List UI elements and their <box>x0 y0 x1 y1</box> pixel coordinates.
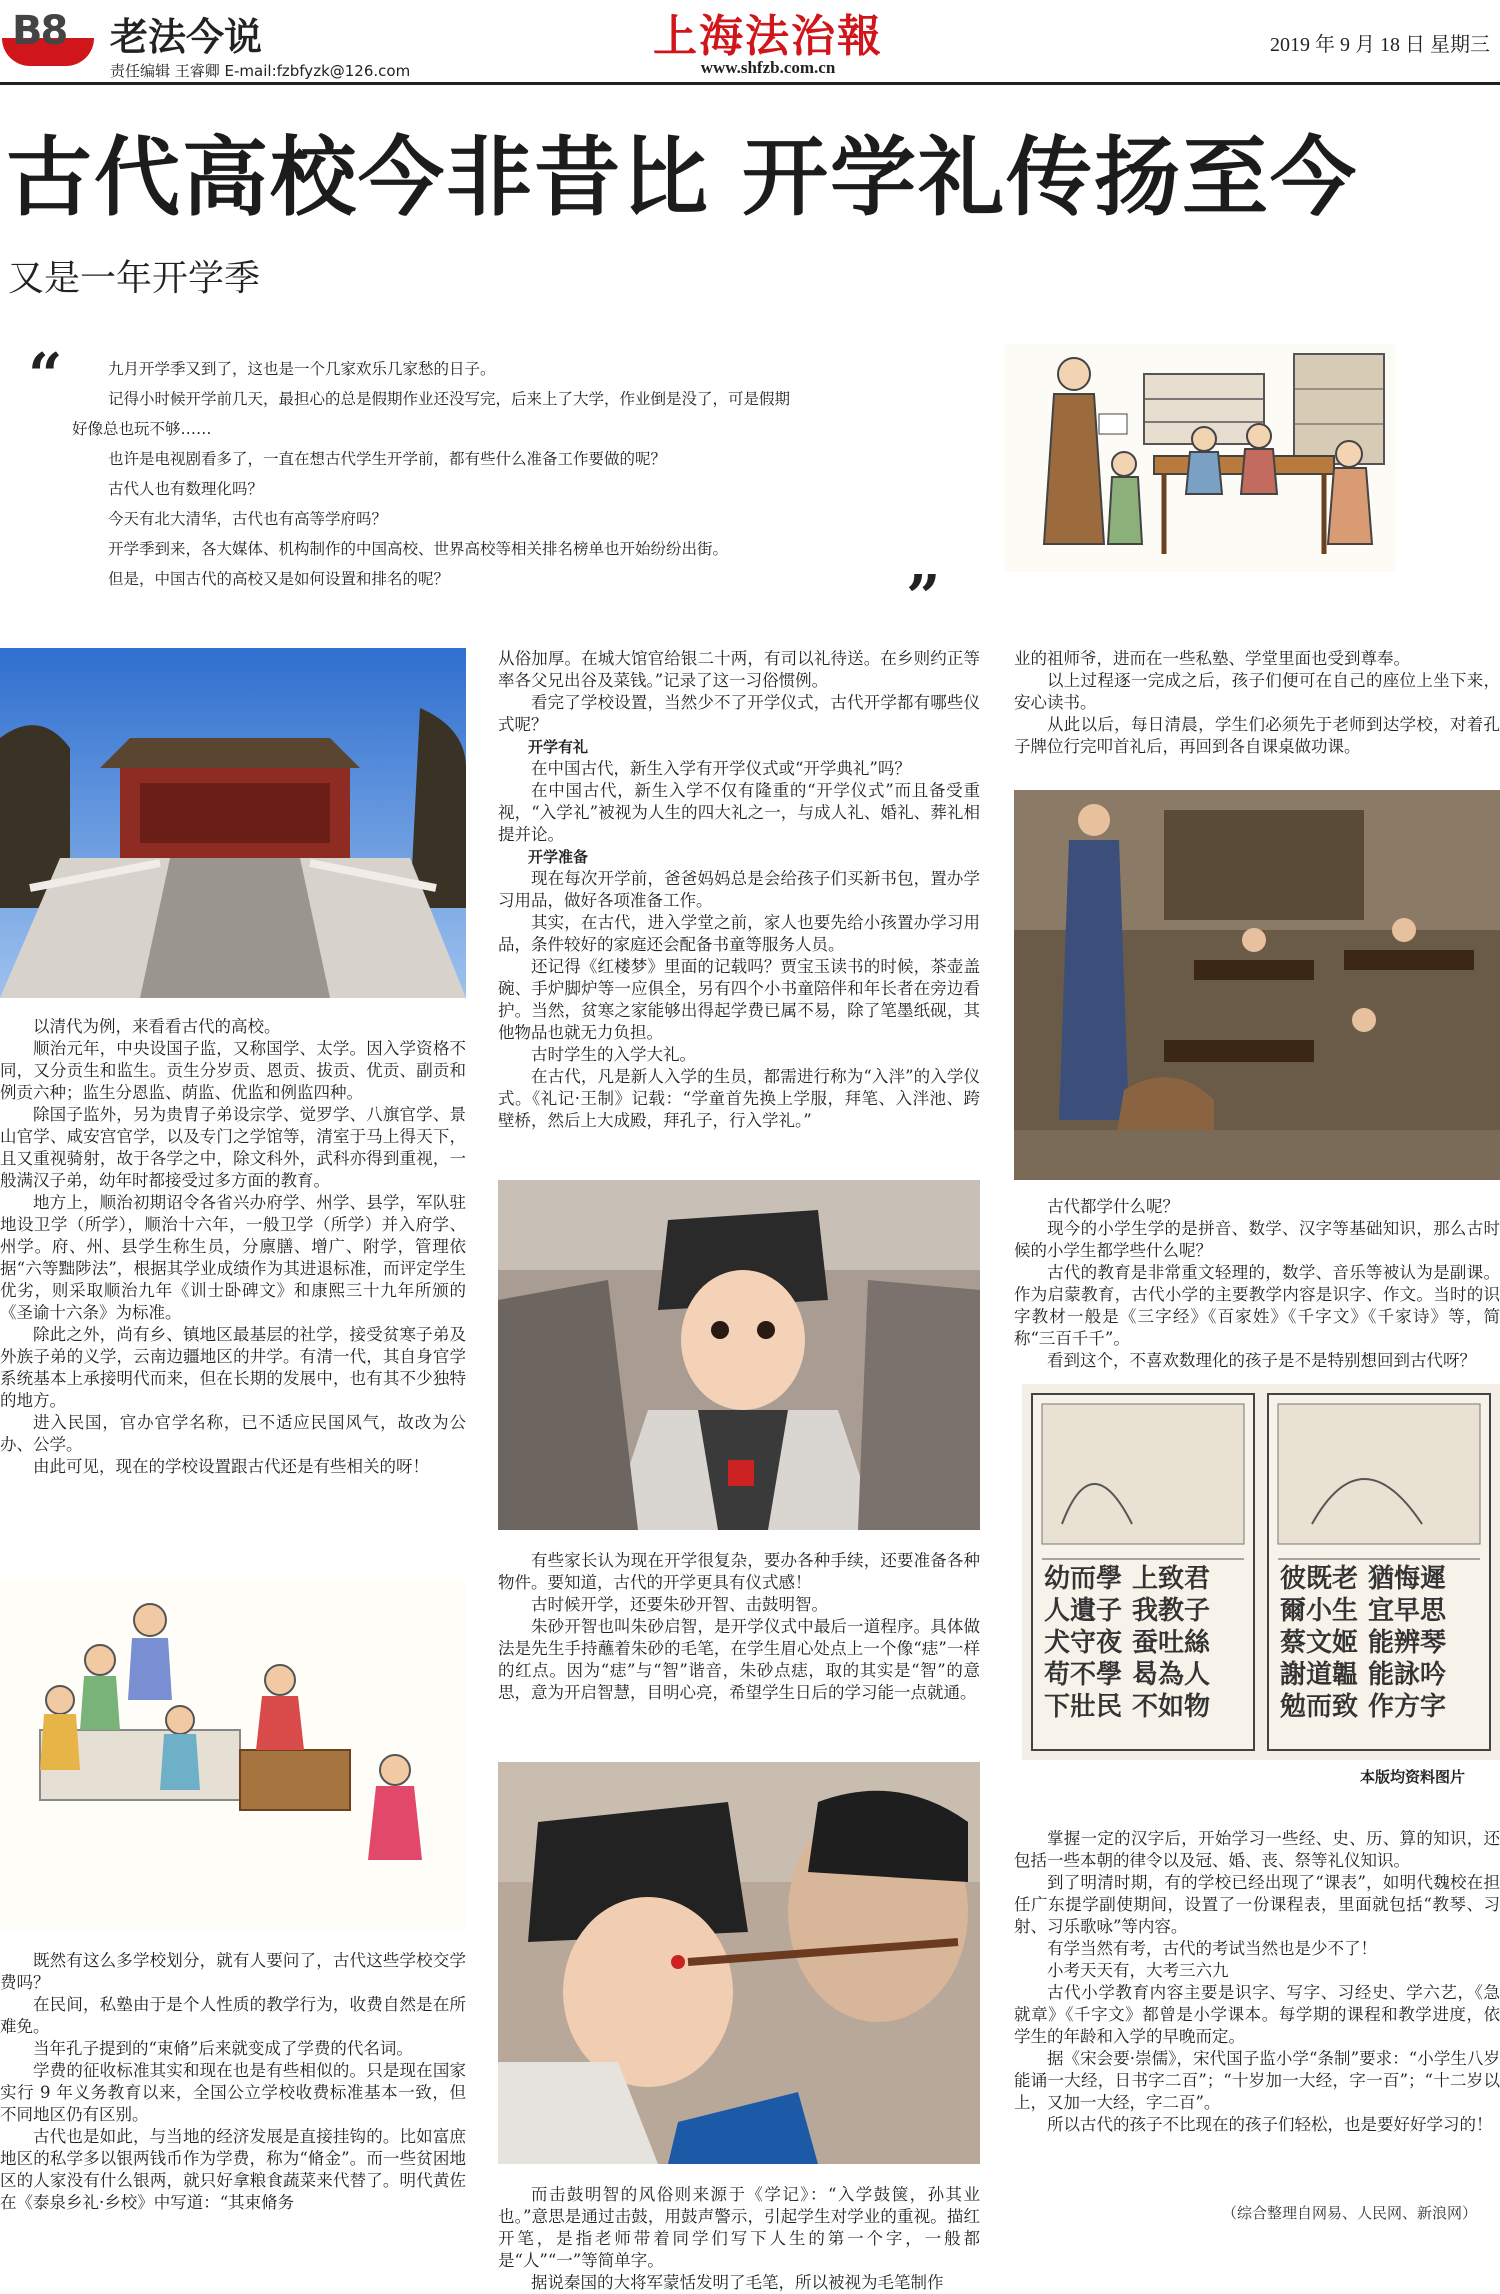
paragraph: 古代也是如此，与当地的经济发展是直接挂钩的。比如富庶地区的私学多以银两钱币作为学费，称为“脩金”。而一些贫困地区的人家没有什么银两，就只好拿粮食蔬菜来代替了。明代黄佐在《泰泉乡礼·乡校》中写道：“其束脩务 <box>0 2127 466 2212</box>
column-2-text <box>498 648 980 1132</box>
book-glyph-block: 作方字 <box>1368 1692 1447 1722</box>
subheading: 开学有礼 <box>528 738 589 756</box>
paragraph: 据《宋会要·崇儒》，宋代国子监小学“条制”要求：“小学生八岁能诵一大经，日书字二百”；“十岁加一大经，字一百”；“十二岁以上，又加一大经，字二百”。 <box>1014 2049 1500 2112</box>
issue-date: 2019 年 9 月 18 日 星期三 <box>1270 34 1490 56</box>
newspaper-masthead: 上海法治報 <box>653 11 883 62</box>
paragraph: 从此以后，每日清晨，学生们必须先于老师到达学校，对着孔子牌位行完叩首礼后，再回到各自课桌做功课。 <box>1014 715 1500 756</box>
page-number-badge <box>2 8 98 66</box>
editor-line: 责任编辑 王睿卿 E-mail:fzbfyzk@126.com <box>110 62 411 80</box>
paragraph: 既然有这么多学校划分，就有人要问了，古代这些学校交学费吗？ <box>0 1951 466 1992</box>
paragraph: 看完了学校设置，当然少不了开学仪式，古代开学都有哪些仪式呢？ <box>498 693 980 734</box>
subheading: 开学准备 <box>528 848 589 866</box>
paragraph: 在中国古代，新生入学不仅有隆重的“开学仪式”而且备受重视，“入学礼”被视为人生的四大礼之一，与成人礼、婚礼、葬礼相提并论。 <box>498 781 980 844</box>
paragraph: 据说秦国的大将军蒙恬发明了毛笔，所以被视为毛笔制作 <box>531 2273 944 2292</box>
paragraph: 而击鼓明智的风俗则来源于《学记》：“入学鼓箧，孙其业也。”意思是通过击鼓，用鼓声警示，引起学生对学业的重视。描红开笔，是指老师带着同学们写下人生的第一个字，一般都是“人”“一”等简单字。 <box>498 2185 980 2270</box>
section-title: 老法今说 <box>110 15 263 59</box>
textbook-right-page <box>1280 1564 1480 1722</box>
paragraph: 学费的征收标准其实和现在也是有些相似的。只是现在国家实行 9 年义务教育以来，全国公立学校收费标准基本一致，但不同地区仍有区别。 <box>0 2061 466 2124</box>
book-glyph-block: 不如物 <box>1132 1692 1211 1722</box>
book-glyph-block: 曷為人 <box>1132 1660 1211 1690</box>
paragraph: 在中国古代，新生入学有开学仪式或“开学典礼”吗？ <box>531 759 911 778</box>
image-credit-caption: 本版均资料图片 <box>1360 1768 1466 1786</box>
children-playing-illustration <box>0 1580 466 1930</box>
paragraph: 古时候开学，还要朱砂开智、击鼓明智。 <box>531 1595 828 1614</box>
column-2-text-middle <box>498 1550 980 1704</box>
imperial-college-photo <box>0 648 466 998</box>
book-glyph-block: 能辨琴 <box>1368 1628 1447 1658</box>
book-glyph-block: 能詠吟 <box>1368 1660 1447 1690</box>
open-quote-icon: “ <box>28 341 63 411</box>
book-glyph-block: 人遺子 <box>1044 1596 1123 1626</box>
red-dot-ceremony-photo <box>498 1762 980 2164</box>
book-glyph-block: 彼既老 <box>1280 1564 1359 1594</box>
paragraph: 古代都学什么呢？ <box>1047 1197 1179 1216</box>
paragraph: 在民间，私塾由于是个人性质的教学行为，收费自然是在所难免。 <box>0 1995 466 2036</box>
page-number: B8 <box>12 8 67 54</box>
paragraph: 古时学生的入学大礼。 <box>531 1045 696 1064</box>
book-glyph-block: 上致君 <box>1132 1564 1211 1594</box>
paragraph: 古代的教育是非常重文轻理的，数学、音乐等被认为是副课。作为启蒙教育，古代小学的主要教学内容是识字、作文。当时的识字教材一般是《三字经》《百家姓》《千字文》《千家诗》等，简称“三百千千”。 <box>1014 1263 1500 1348</box>
book-glyph-block: 蔡文姬 <box>1280 1628 1359 1658</box>
column-1-text-lower <box>0 1950 466 2214</box>
book-glyph-block: 猶悔遲 <box>1368 1564 1447 1594</box>
intro-line: 但是，中国古代的高校又是如何设置和排名的呢？ <box>108 570 450 588</box>
header-rule <box>0 82 1500 85</box>
paragraph: 除此之外，尚有乡、镇地区最基层的社学，接受贫寒子弟及外族子弟的义学，云南边疆地区的井学。有清一代，其自身官学系统基本上承接明代而来，但在长期的发展中，也有其不少独特的地方。 <box>0 1325 466 1410</box>
paragraph: 由此可见，现在的学校设置跟古代还是有些相关的呀！ <box>33 1457 429 1476</box>
intro-line: 好像总也玩不够…… <box>72 420 212 438</box>
column-3-text-lower <box>1014 1828 1500 2136</box>
article-title: 古代高校今非昔比 开学礼传扬至今 <box>6 128 1358 228</box>
paragraph: 有学当然有考，古代的考试当然也是少不了！ <box>1047 1939 1377 1958</box>
page-header <box>0 0 1500 82</box>
intro-line: 今天有北大清华，古代也有高等学府吗？ <box>108 510 388 528</box>
paragraph: 以清代为例，来看看古代的高校。 <box>33 1017 281 1036</box>
paragraph: 进入民国，官办官学名称，已不适应民国风气，故改为公办、公学。 <box>0 1413 466 1454</box>
book-glyph-block: 犬守夜 <box>1044 1628 1123 1658</box>
book-glyph-block: 我教子 <box>1132 1596 1211 1626</box>
column-2-text-lower <box>498 2184 980 2292</box>
textbook-left-page <box>1044 1564 1244 1722</box>
paragraph: 看到这个，不喜欢数理化的孩子是不是特别想回到古代呀？ <box>1047 1351 1476 1370</box>
column-3-text-middle <box>1014 1196 1500 1372</box>
book-glyph-block: 謝道韞 <box>1280 1660 1359 1690</box>
paragraph: 所以古代的孩子不比现在的孩子们轻松，也是要好好学习的！ <box>1047 2115 1493 2134</box>
column-3-text <box>1014 648 1500 758</box>
paragraph: 从俗加厚。在城大馆官给银二十两，有司以礼待送。在乡则约正等率各父兄出谷及菜钱。”记录了这一习俗惯例。 <box>498 649 980 690</box>
classroom-illustration <box>1004 344 1396 572</box>
intro-line: 古代人也有数理化吗？ <box>108 480 264 498</box>
paragraph: 业的祖师爷，进而在一些私塾、学堂里面也受到尊奉。 <box>1014 649 1410 668</box>
intro-line: 开学季到来，各大媒体、机构制作的中国高校、世界高校等相关排名榜单也开始纷纷出街。 <box>108 540 729 558</box>
intro-quote <box>72 354 952 594</box>
paragraph: 除国子监外，另为贵胄子弟设宗学、觉罗学、八旗官学、景山官学、咸安宫官学，以及专门之学馆等，清室于马上得天下，且又重视骑射，故于各学之中，除文科外，武科亦得到重视，一般满汉子弟，幼年时都接受过多方面的教育。 <box>0 1105 466 1190</box>
book-glyph-block: 勉而致 <box>1280 1692 1359 1722</box>
newspaper-url: www.shfzb.com.cn <box>700 58 836 77</box>
paragraph: 有些家长认为现在开学很复杂，要办各种手续，还要准备各种物件。要知道，古代的开学更具有仪式感！ <box>498 1551 980 1592</box>
book-glyph-block: 宜早思 <box>1368 1596 1447 1626</box>
paragraph: 地方上，顺治初期诏令各省兴办府学、州学、县学，军队驻地设卫学（所学），顺治十六年，一般卫学（所学）并入府学、州学。府、州、县学生称生员，分廪膳、增广、附学，管理依据“六等黜陟法”，根据其学业成绩作为其进退标准，而评定学生优劣，则采取顺治九年《训士卧碑文》和康熙三十九年所颁的《圣谕十六条》为标准。 <box>0 1193 466 1322</box>
book-glyph-block: 下壯民 <box>1044 1692 1123 1722</box>
intro-line: 九月开学季又到了，这也是一个几家欢乐几家愁的日子。 <box>108 360 496 378</box>
paragraph: 还记得《红楼梦》里面的记载吗？贾宝玉读书的时候，茶壶盖碗、手炉脚炉等一应俱全，另有四个小书童陪伴和年长者在旁边看护。当然，贫寒之家能够出得起学费已属不易，除了笔墨纸砚，其他物品也就无力负担。 <box>498 957 980 1042</box>
child-ceremony-photo <box>498 1180 980 1530</box>
paragraph: 现今的小学生学的是拼音、数学、汉字等基础知识，那么古时候的小学生都学些什么呢？ <box>1014 1219 1500 1260</box>
paragraph: 到了明清时期，有的学校已经出现了“课表”，如明代魏校在担任广东提学副使期间，设置了一份课程表，里面就包括“教琴、习射、习乐歌咏”等内容。 <box>1014 1873 1500 1936</box>
paragraph: 小考天天有，大考三六九 <box>1047 1961 1229 1980</box>
source-note: （综合整理自网易、人民网、新浪网） <box>1222 2204 1478 2222</box>
paragraph: 现在每次开学前，爸爸妈妈总是会给孩子们买新书包，置办学习用品，做好各项准备工作。 <box>498 869 980 910</box>
paragraph: 在古代，凡是新人入学的生员，都需进行称为“入泮”的入学仪式。《礼记·王制》记载：“学童首先换上学服，拜笔、入泮池、跨壁桥，然后上大成殿，拜孔子，行入学礼。” <box>498 1067 980 1130</box>
book-glyph-block: 苟不學 <box>1044 1660 1123 1690</box>
paragraph: 朱砂开智也叫朱砂启智，是开学仪式中最后一道程序。具体做法是先生手持蘸着朱砂的毛笔，在学生眉心处点上一个像“痣”一样的红点。因为“痣”与“智”谐音，朱砂点痣，取的其实是“智”的意思，意为开启智慧，目明心亮，希望学生日后的学习能一点就通。 <box>498 1617 980 1702</box>
paragraph: 当年孔子提到的“束脩”后来就变成了学费的代名词。 <box>33 2039 413 2058</box>
book-glyph-block: 蚕吐絲 <box>1132 1628 1211 1658</box>
column-1-text <box>0 1016 466 1478</box>
paragraph: 顺治元年，中央设国子监，又称国学、太学。因入学资格不同，又分贡生和监生。贡生分岁贡、恩贡、拔贡、优贡、副贡和例贡六种；监生分恩监、荫监、优监和例监四种。 <box>0 1039 466 1102</box>
paragraph: 掌握一定的汉字后，开始学习一些经、史、历、算的知识，还包括一些本朝的律令以及冠、婚、丧、祭等礼仪知识。 <box>1014 1829 1500 1870</box>
ancient-textbook-photo <box>1022 1384 1500 1760</box>
paragraph: 以上过程逐一完成之后，孩子们便可在自己的座位上坐下来，安心读书。 <box>1014 671 1500 712</box>
museum-classroom-photo <box>1014 790 1500 1180</box>
article-subtitle: 又是一年开学季 <box>8 258 261 299</box>
paragraph: 其实，在古代，进入学堂之前，家人也要先给小孩置办学习用品，条件较好的家庭还会配备书童等服务人员。 <box>498 913 980 954</box>
book-glyph-block: 爾小生 <box>1280 1596 1359 1626</box>
intro-line: 记得小时候开学前几天，最担心的总是假期作业还没写完，后来上了大学，作业倒是没了，可是假期 <box>108 390 791 408</box>
close-quote-icon: ” <box>906 563 941 633</box>
book-glyph-block: 幼而學 <box>1044 1564 1123 1594</box>
intro-line: 也许是电视剧看多了，一直在想古代学生开学前，都有些什么准备工作要做的呢？ <box>108 450 667 468</box>
paragraph: 古代小学教育内容主要是识字、写字、习经史、学六艺，《急就章》《千字文》都曾是小学课本。每学期的课程和教学进度，依学生的年龄和入学的早晚而定。 <box>1014 1983 1500 2046</box>
